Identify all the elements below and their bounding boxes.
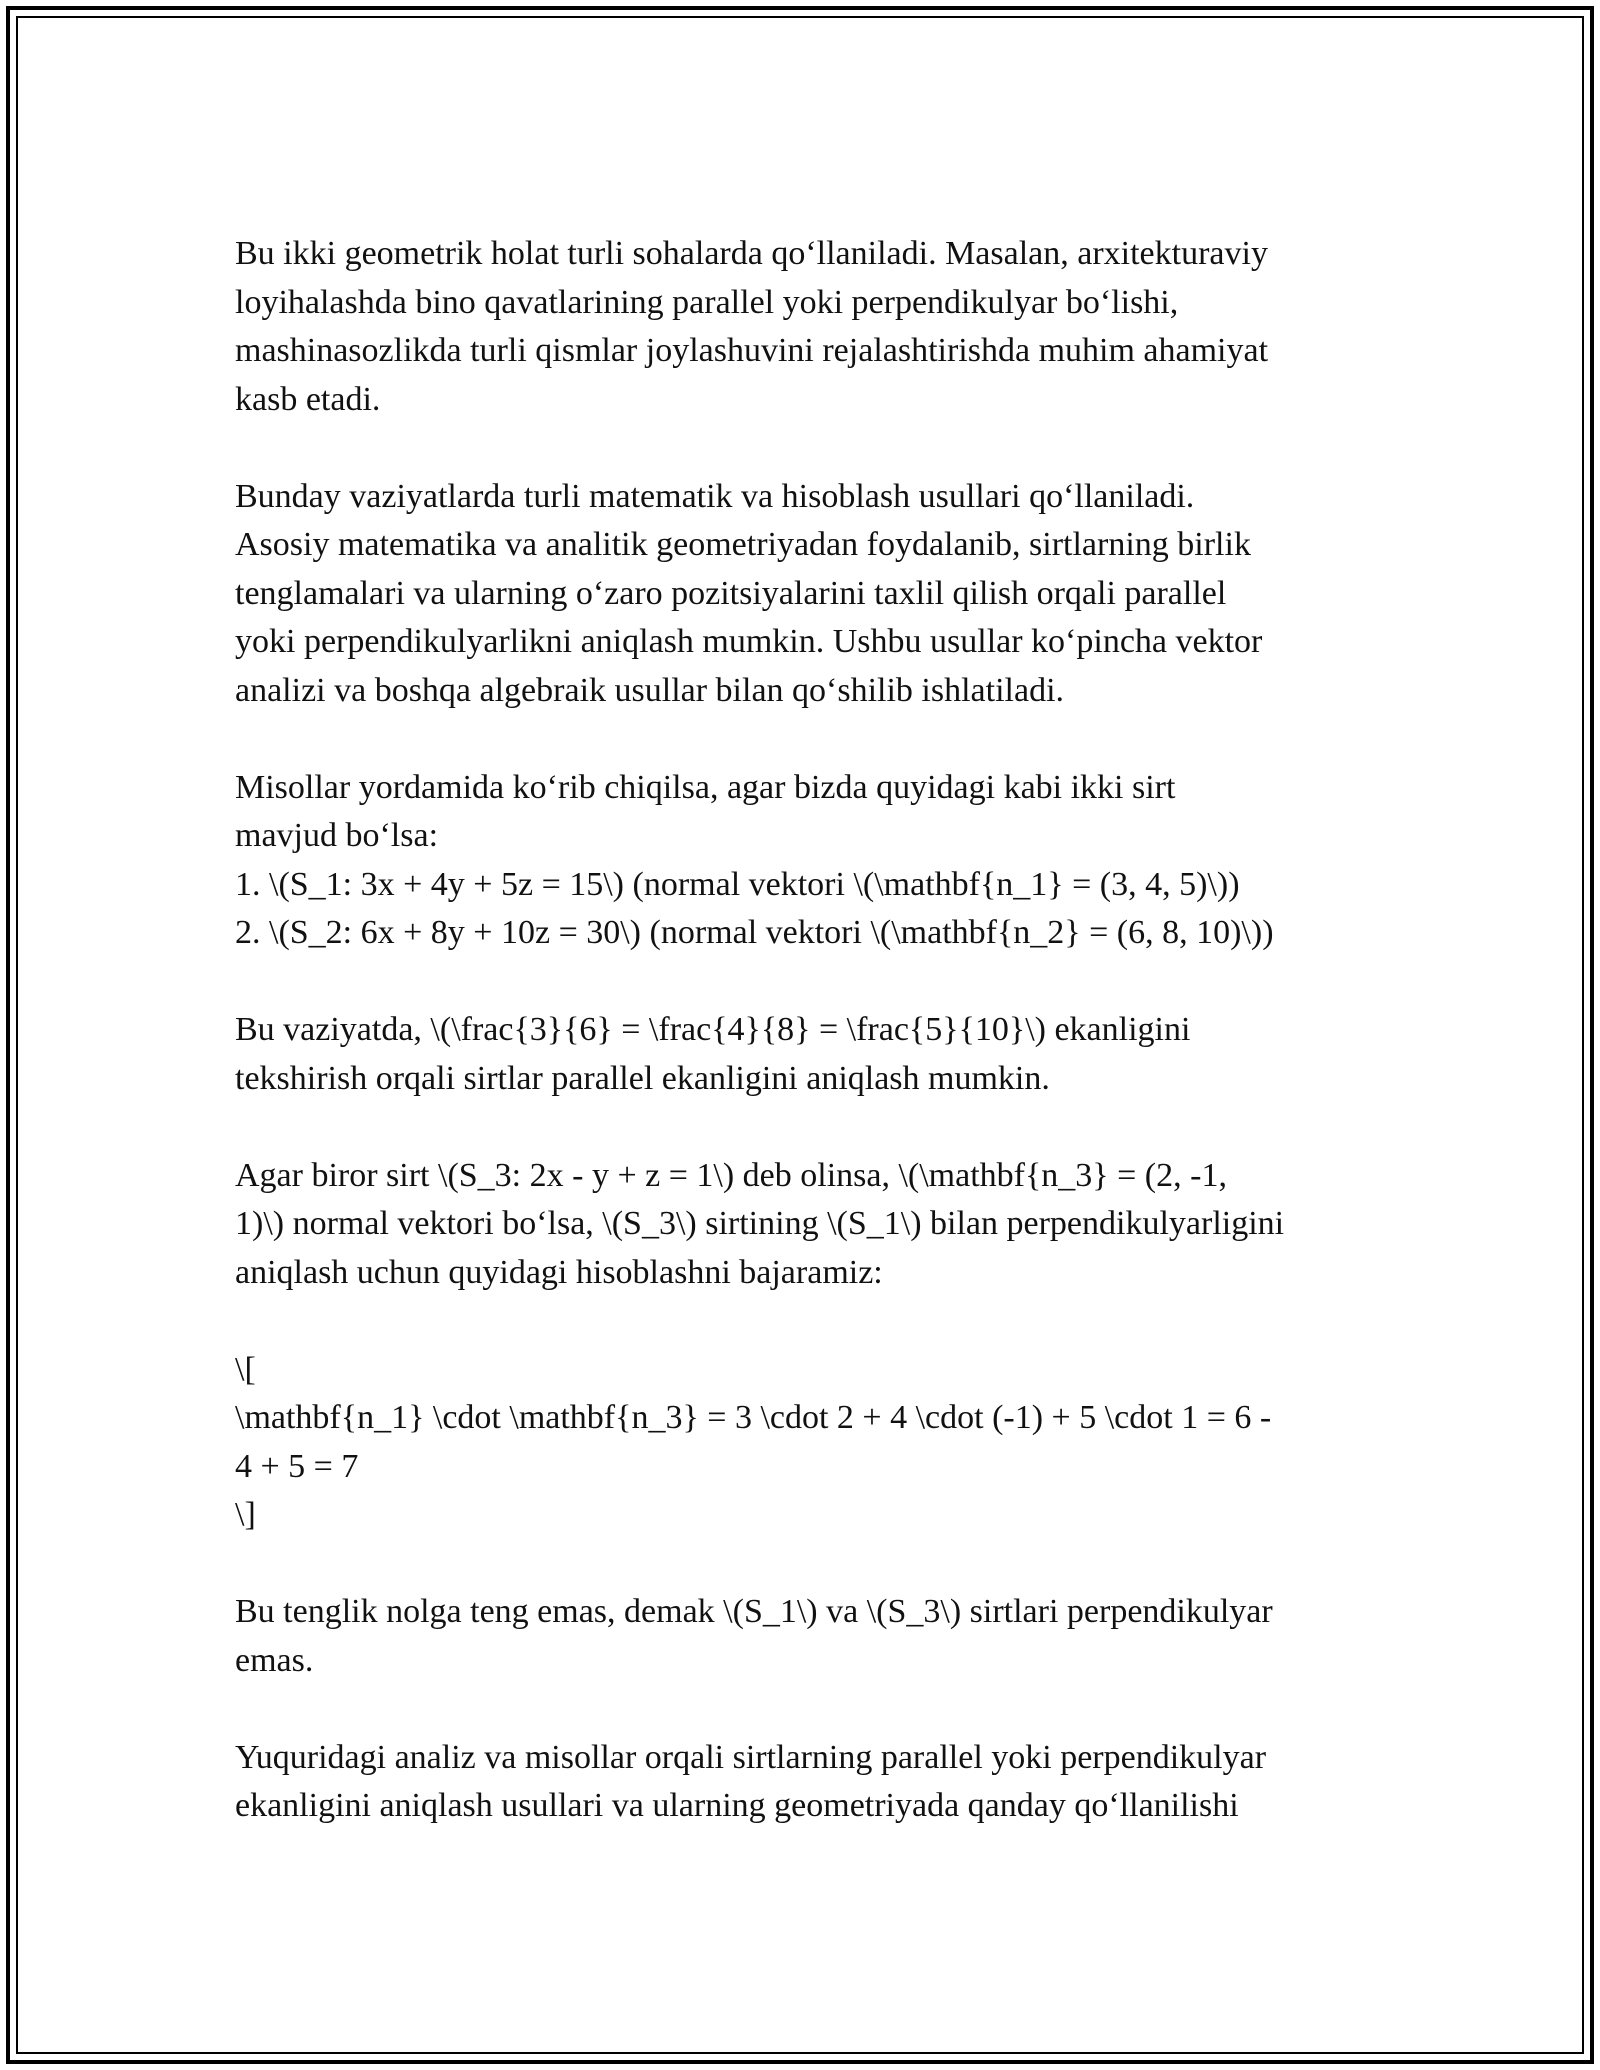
list-item-surface-2: 2. \(S_2: 6x + 8y + 10z = 30\) (normal vektori \(\mathbf{n_2} = (6, 8, 10)\)) [235,914,1274,951]
equation-line: \mathbf{n_1} \cdot \mathbf{n_3} = 3 \cdot 2 + 4 \cdot (-1) + 5 \cdot 1 = 6 - [235,1399,1272,1436]
text-line: aniqlash uchun quyidagi hisoblashni bajaramiz: [235,1253,883,1291]
text-line: Bu ikki geometrik holat turli sohalarda qo‘llaniladi. Masalan, arxitekturaviy [235,235,1268,272]
text-line: mashinasozlikda turli qismlar joylashuvini rejalashtirishda muhim ahamiyat [235,332,1269,369]
paragraph-methods [235,473,1375,716]
equation-line: \] [235,1496,256,1533]
text-line: tenglamalari va ularning o‘zaro pozitsiyalarini taxlil qilish orqali parallel [235,574,1227,612]
paragraph-perpendicular-check [235,1152,1375,1298]
text-line: 1)\) normal vektori bo‘lsa, \(S_3\) sirtining \(S_1\) bilan perpendikulyarligini [235,1205,1285,1242]
text-line: loyihalashda bino qavatlarining parallel yoki perpendikulyar bo‘lishi, [235,283,1179,321]
text-line: tekshirish orqali sirtlar parallel ekanligini aniqlash mumkin. [235,1059,1050,1097]
text-line: emas. [235,1641,314,1679]
text-line: yoki perpendikulyarlikni aniqlash mumkin. Ushbu usullar ko‘pincha vektor [235,623,1263,660]
text-line: analizi va boshqa algebraik usullar bilan qo‘shilib ishlatiladi. [235,671,1065,709]
paragraph-conclusion [235,1588,1375,1685]
text-line: Bu vaziyatda, \(\frac{3}{6} = \frac{4}{8} = \frac{5}{10}\) ekanligini [235,1011,1191,1048]
paragraph-examples [235,764,1375,958]
text-line: Bu tenglik nolga teng emas, demak \(S_1\) va \(S_3\) sirtlari perpendikulyar [235,1593,1273,1630]
text-line: Agar biror sirt \(S_3: 2x - y + z = 1\) deb olinsa, \(\mathbf{n_3} = (2, -1, [235,1156,1227,1194]
text-line: Bunday vaziyatlarda turli matematik va hisoblash usullari qo‘llaniladi. [235,477,1195,515]
paragraph-parallel-check [235,1006,1375,1103]
text-line: Misollar yordamida ko‘rib chiqilsa, agar bizda quyidagi kabi ikki sirt [235,768,1176,806]
text-line: mavjud bo‘lsa: [235,817,439,854]
text-line: Asosiy matematika va analitik geometriyadan foydalanib, sirtlarning birlik [235,526,1251,563]
equation-line: \[ [235,1350,256,1388]
document-body [235,230,1375,1879]
equation-line: 4 + 5 = 7 [235,1447,359,1485]
text-line: Yuquridagi analiz va misollar orqali sirtlarning parallel yoki perpendikulyar [235,1738,1267,1776]
text-line: ekanligini aniqlash usullari va ularning geometriyada qanday qo‘llanilishi [235,1787,1239,1824]
paragraph-summary [235,1734,1375,1831]
list-item-surface-1: 1. \(S_1: 3x + 4y + 5z = 15\) (normal vektori \(\mathbf{n_1} = (3, 4, 5)\)) [235,865,1240,903]
paragraph-applications [235,230,1375,424]
text-line: kasb etadi. [235,380,381,418]
display-equation [235,1346,1375,1540]
